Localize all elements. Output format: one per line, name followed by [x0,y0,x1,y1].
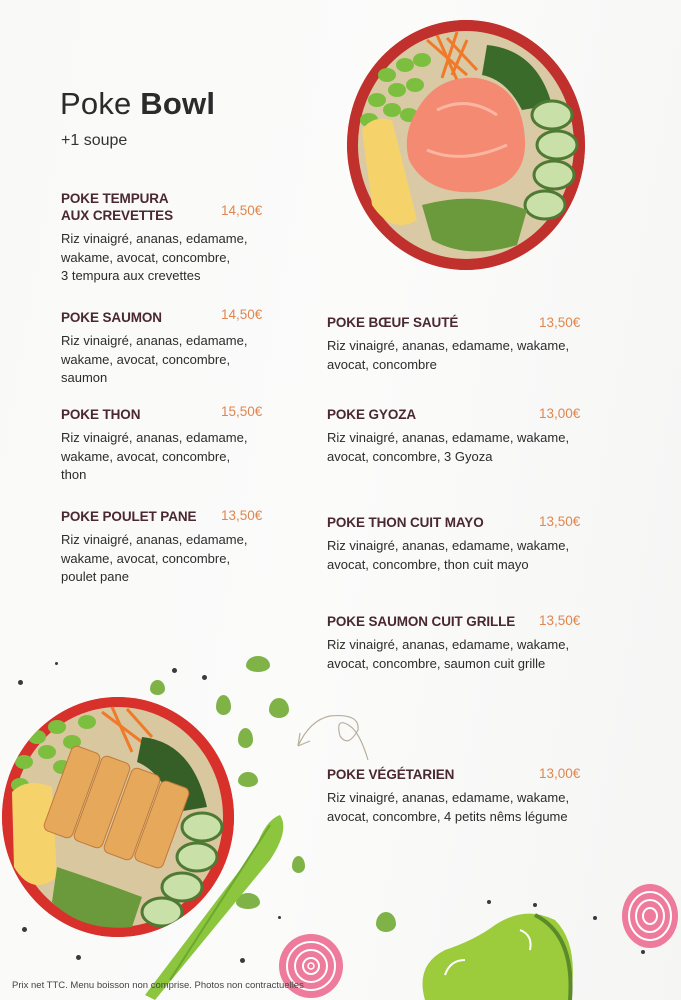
page-subtitle: +1 soupe [61,132,128,149]
dot-decoration [172,668,177,673]
large-edamame-decoration [415,905,575,1000]
item-name: POKE VÉGÉTARIEN [327,767,455,782]
dot-decoration [18,680,23,685]
item-name: POKE POULET PANE [61,509,197,524]
edamame-decoration [246,656,270,672]
dot-decoration [641,950,645,954]
menu-item-poke-boeuf-saute [327,314,597,374]
dot-decoration [76,955,81,960]
item-description: Riz vinaigré, ananas, edamame, wakame, avocat, concombre, 4 petits nêms légume [327,790,570,824]
dot-decoration [593,916,597,920]
dot-decoration [202,675,207,680]
dot-decoration [487,900,491,904]
item-price: 14,50€ [221,203,263,218]
item-price: 13,50€ [539,514,581,529]
edamame-decoration [150,680,165,695]
item-price: 15,50€ [221,404,263,419]
curved-arrow-icon [290,708,380,763]
item-name: POKE TEMPURA AUX CREVETTES [61,191,173,223]
menu-item-poke-tempura [61,190,271,286]
item-price: 13,50€ [539,613,581,628]
green-onion-decoration [140,810,290,1000]
menu-item-poke-vegetarien [327,766,607,826]
item-name: POKE THON CUIT MAYO [327,515,484,530]
edamame-decoration [216,695,231,715]
item-description: Riz vinaigré, ananas, edamame, wakame, avocat, concombre, thon [61,430,248,482]
item-name: POKE SAUMON CUIT GRILLE [327,614,516,629]
item-price: 13,50€ [221,508,263,523]
item-name: POKE GYOZA [327,407,417,422]
item-description: Riz vinaigré, ananas, edamame, wakame, avocat, concombre, saumon [61,333,248,385]
edamame-decoration [292,856,305,873]
item-description: Riz vinaigré, ananas, edamame, wakame, avocat, concombre, 3 tempura aux crevettes [61,231,248,283]
edamame-decoration [269,698,289,718]
item-name: POKE THON [61,407,141,422]
dot-decoration [55,662,58,665]
menu-item-poke-saumon [61,309,271,388]
menu-item-poke-gyoza [327,406,597,466]
item-name: POKE SAUMON [61,310,162,325]
salmon-bowl-illustration [347,20,585,270]
menu-item-poke-thon [61,406,271,485]
item-name: POKE BŒUF SAUTÉ [327,315,459,330]
beet-slice-decoration [620,882,680,950]
menu-item-poke-saumon-cuit-grille [327,613,597,673]
page-title: Poke Bowl [60,86,216,121]
item-description: Riz vinaigré, ananas, edamame, wakame, avocat, concombre, thon cuit mayo [327,538,570,572]
item-description: Riz vinaigré, ananas, edamame, wakame, avocat, concombre [327,338,570,372]
menu-item-poke-poulet-pane [61,508,271,587]
dot-decoration [22,927,27,932]
edamame-decoration [376,912,396,932]
footer-note: Prix net TTC. Menu boisson non comprise. Photos non contractuelles [12,980,304,991]
item-description: Riz vinaigré, ananas, edamame, wakame, avocat, concombre, poulet pane [61,532,248,584]
item-price: 13,50€ [539,315,581,330]
item-price: 13,00€ [539,406,581,421]
item-description: Riz vinaigré, ananas, edamame, wakame, avocat, concombre, saumon cuit grille [327,637,570,671]
menu-item-poke-thon-cuit-mayo [327,514,597,574]
item-price: 13,00€ [539,766,581,781]
salmon-bowl-image [347,20,585,270]
edamame-decoration [238,728,253,748]
edamame-decoration [238,772,258,787]
item-description: Riz vinaigré, ananas, edamame, wakame, avocat, concombre, 3 Gyoza [327,430,570,464]
item-price: 14,50€ [221,307,263,322]
